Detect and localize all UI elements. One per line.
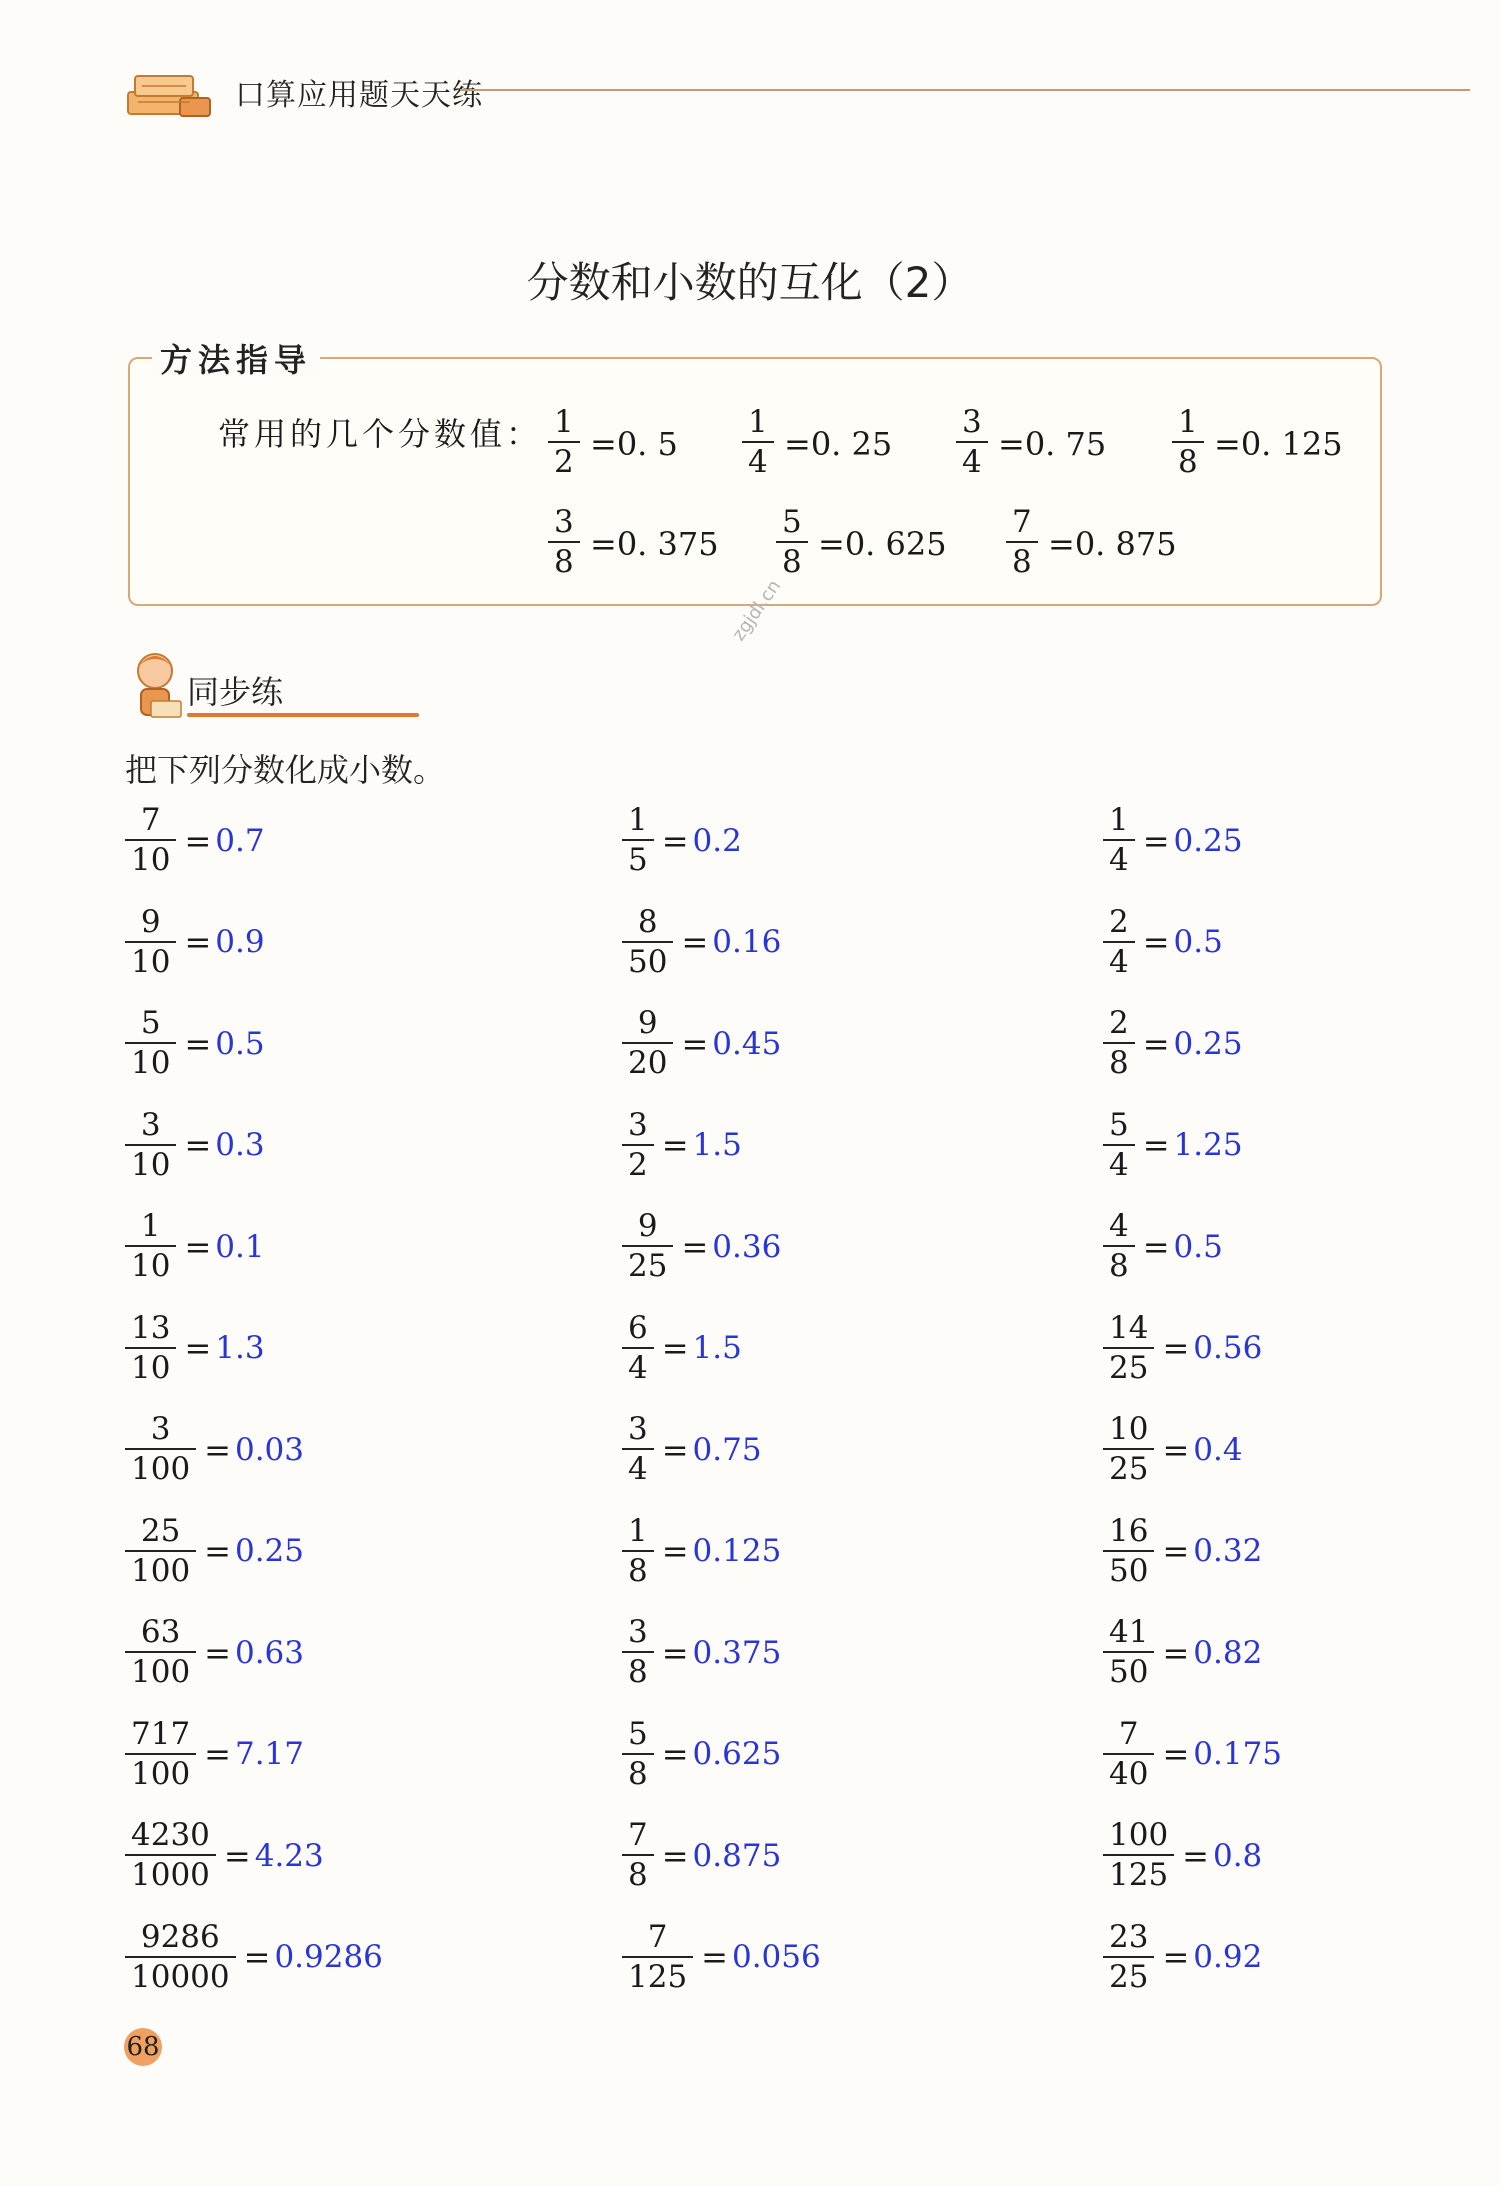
handwritten-answer[interactable]: 7.17: [234, 1736, 305, 1772]
equals-sign: =: [1142, 923, 1170, 961]
student-icon: [125, 645, 187, 725]
fraction-numerator: 25: [125, 1516, 196, 1552]
problem-item: [1103, 1411, 1243, 1494]
fraction-numerator: 7: [125, 805, 176, 841]
handwritten-answer[interactable]: 0.25: [1173, 1025, 1243, 1062]
problem-item: [125, 1411, 305, 1494]
fraction-numerator: 4: [1103, 1211, 1135, 1247]
problem-item: [1103, 802, 1243, 885]
fraction: [1103, 1106, 1135, 1183]
handwritten-answer[interactable]: 0.175: [1193, 1736, 1283, 1772]
handwritten-answer[interactable]: 0.8: [1212, 1837, 1263, 1874]
handwritten-answer[interactable]: 0.9286: [274, 1939, 383, 1975]
fraction-numerator: 1: [125, 1211, 176, 1247]
equals-sign: =: [1162, 1735, 1190, 1773]
fraction-denominator: 8: [1109, 1248, 1129, 1284]
fraction-denominator: 2: [554, 444, 574, 480]
equals-sign: =: [1142, 1227, 1170, 1266]
fraction-denominator: 50: [628, 943, 668, 980]
fraction: [548, 504, 580, 580]
fraction: [125, 1208, 176, 1284]
fraction: [622, 903, 673, 980]
problem-item: [1103, 1715, 1283, 1799]
fraction-numerator: 7: [1103, 1719, 1154, 1755]
problem-item: [125, 1715, 305, 1799]
fraction-denominator: 8: [1012, 544, 1032, 580]
page-number: 68: [124, 2028, 162, 2066]
handwritten-answer[interactable]: 0.32: [1193, 1533, 1263, 1569]
fraction-value: =0. 25: [784, 425, 893, 463]
fraction: [125, 1309, 176, 1386]
problem-item: [1103, 903, 1223, 987]
fraction-numerator: 1: [1172, 407, 1204, 443]
fraction: [125, 1614, 196, 1690]
handwritten-answer[interactable]: 0.92: [1193, 1939, 1263, 1975]
fraction-denominator: 100: [131, 1552, 191, 1589]
section-heading: [125, 645, 325, 725]
equals-sign: =: [184, 1024, 212, 1063]
fraction-denominator: 10: [131, 1146, 171, 1183]
fraction: [1103, 1309, 1154, 1386]
method-guide-box: [128, 341, 1382, 606]
equals-sign: =: [681, 1227, 709, 1266]
handwritten-answer[interactable]: 0.9: [215, 924, 265, 960]
equals-sign: =: [184, 1227, 212, 1266]
fraction-numerator: 1: [622, 1516, 654, 1552]
fraction-numerator: 9286: [125, 1922, 236, 1958]
fraction-denominator: 10: [131, 1349, 171, 1386]
problem-item: [125, 1614, 305, 1697]
fraction: [622, 1309, 654, 1386]
handwritten-answer[interactable]: 1.3: [215, 1330, 265, 1366]
fraction-value: =0. 125: [1214, 425, 1343, 463]
handwritten-answer[interactable]: 1.5: [692, 1330, 742, 1366]
fraction-denominator: 20: [628, 1045, 668, 1081]
problem-item: [622, 1005, 782, 1088]
fraction-numerator: 5: [622, 1719, 654, 1755]
fraction-denominator: 8: [1109, 1045, 1129, 1081]
fraction-denominator: 4: [628, 1451, 648, 1487]
problem-item: [125, 1208, 265, 1291]
fraction-numerator: 3: [622, 1110, 654, 1146]
fraction-denominator: 40: [1109, 1755, 1149, 1792]
fraction-numerator: 2: [1103, 907, 1135, 943]
equals-sign: =: [661, 1735, 689, 1773]
equals-sign: =: [1142, 1024, 1170, 1063]
handwritten-answer[interactable]: 0.36: [712, 1228, 782, 1265]
fraction: [125, 802, 176, 878]
fraction-numerator: 23: [1103, 1922, 1154, 1958]
fraction: [622, 1817, 654, 1893]
fraction-denominator: 125: [1109, 1857, 1169, 1893]
problem-item: [125, 1309, 265, 1393]
fraction: [125, 1918, 236, 1995]
problem-item: [1103, 1614, 1263, 1697]
fraction: [125, 1106, 176, 1183]
fraction-numerator: 8: [622, 907, 673, 943]
fraction-numerator: 1: [1103, 805, 1135, 841]
section-title: 同步练: [187, 673, 284, 711]
equals-sign: =: [184, 1126, 212, 1164]
handwritten-answer[interactable]: 0.82: [1193, 1634, 1263, 1671]
handwritten-answer[interactable]: 0.3: [215, 1127, 265, 1163]
equals-sign: =: [661, 1532, 689, 1570]
fraction-numerator: 3: [125, 1414, 196, 1450]
fraction-denominator: 2: [628, 1146, 648, 1183]
fraction: [125, 1005, 176, 1081]
equals-sign: =: [1162, 1430, 1190, 1469]
equals-sign: =: [1142, 1126, 1170, 1164]
fraction: [125, 903, 176, 980]
problem-item: [622, 1512, 782, 1596]
fraction-denominator: 100: [131, 1654, 191, 1690]
handwritten-answer[interactable]: 0.16: [712, 924, 782, 960]
fraction: [956, 404, 988, 480]
fraction-numerator: 5: [1103, 1110, 1135, 1146]
equals-sign: =: [701, 1938, 728, 1976]
problem-item: [125, 1005, 265, 1088]
fraction-numerator: 9: [125, 907, 176, 943]
fraction-numerator: 13: [125, 1313, 176, 1349]
fraction: [125, 1715, 196, 1792]
equals-sign: =: [661, 1430, 689, 1469]
problem-item: [622, 1918, 821, 2002]
problem-item: [622, 1208, 782, 1291]
problem-item: [1103, 1106, 1243, 1190]
equals-sign: =: [204, 1735, 231, 1773]
problem-item: [622, 1411, 762, 1494]
fraction-denominator: 8: [782, 544, 802, 580]
fraction-denominator: 4: [748, 444, 768, 480]
problem-item: [125, 1512, 305, 1596]
fraction: [622, 1512, 654, 1589]
fraction: [622, 1918, 693, 1995]
handwritten-answer[interactable]: 1.25: [1173, 1127, 1243, 1163]
fraction: [125, 1411, 196, 1487]
equals-sign: =: [681, 1024, 709, 1063]
equals-sign: =: [204, 1532, 231, 1570]
handwritten-answer[interactable]: 0.875: [692, 1837, 782, 1874]
handwritten-answer[interactable]: 0.2: [692, 822, 742, 859]
method-intro-text: 常用的几个分数值：: [218, 415, 543, 453]
problem-item: [622, 1817, 782, 1900]
books-icon: [120, 62, 220, 132]
fraction: [548, 404, 580, 480]
handwritten-answer[interactable]: 1.5: [692, 1127, 742, 1163]
fraction-denominator: 5: [628, 842, 648, 878]
fraction-denominator: 8: [1178, 444, 1198, 480]
fraction-value: =0. 5: [590, 425, 678, 463]
equals-sign: =: [184, 1329, 212, 1367]
fraction: [622, 1715, 654, 1792]
fraction-numerator: 3: [548, 507, 580, 543]
fraction-denominator: 4: [1109, 1146, 1129, 1183]
handwritten-answer[interactable]: 0.7: [215, 822, 265, 859]
handwritten-answer[interactable]: 0.5: [1173, 924, 1223, 960]
fraction-numerator: 3: [622, 1617, 654, 1653]
equals-sign: =: [681, 923, 709, 961]
fraction: [1103, 1614, 1154, 1690]
fraction: [1103, 1715, 1154, 1792]
equals-sign: =: [184, 923, 212, 961]
fraction-value: =0. 75: [998, 425, 1107, 463]
fraction-numerator: 3: [125, 1110, 176, 1146]
fraction: [776, 504, 808, 580]
fraction-value: =0. 625: [818, 525, 947, 563]
problem-item: [1103, 1208, 1223, 1291]
fraction: [622, 1005, 673, 1081]
handwritten-answer[interactable]: 0.5: [1173, 1228, 1223, 1265]
fraction: [1103, 1208, 1135, 1284]
fraction-numerator: 3: [956, 407, 988, 443]
fraction-numerator: 1: [622, 805, 654, 841]
book-title: 口算应用题天天练: [235, 78, 483, 113]
fraction-numerator: 14: [1103, 1313, 1154, 1349]
header-divider: [460, 89, 1470, 91]
equals-sign: =: [184, 821, 212, 860]
fraction-denominator: 50: [1109, 1552, 1149, 1589]
handwritten-answer[interactable]: 0.25: [1173, 822, 1243, 859]
fraction-denominator: 125: [628, 1958, 688, 1995]
handwritten-answer[interactable]: 0.56: [1193, 1330, 1263, 1366]
equals-sign: =: [661, 1836, 689, 1875]
fraction-numerator: 7: [622, 1922, 693, 1958]
problem-item: [1103, 1918, 1263, 2002]
handwritten-answer[interactable]: 0.03: [234, 1431, 305, 1468]
fraction-numerator: 5: [125, 1008, 176, 1044]
fraction-denominator: 25: [1109, 1451, 1149, 1487]
fraction-denominator: 4: [1109, 842, 1129, 878]
handwritten-answer[interactable]: 0.1: [215, 1228, 265, 1265]
fraction: [1172, 404, 1204, 480]
handwritten-answer[interactable]: 0.056: [731, 1939, 821, 1975]
fraction: [1103, 1005, 1135, 1081]
lesson-title: 分数和小数的互化（2）: [526, 258, 974, 307]
fraction-numerator: 6: [622, 1313, 654, 1349]
fraction-denominator: 8: [628, 1755, 648, 1792]
problem-item: [622, 1715, 782, 1799]
problem-item: [125, 1918, 383, 2002]
fraction-numerator: 9: [622, 1008, 673, 1044]
fraction-numerator: 7: [1006, 507, 1038, 543]
handwritten-answer[interactable]: 0.63: [234, 1634, 305, 1671]
handwritten-answer[interactable]: 0.625: [692, 1736, 782, 1772]
fraction-denominator: 25: [1109, 1958, 1149, 1995]
equals-sign: =: [1162, 1329, 1190, 1367]
fraction-numerator: 1: [742, 407, 774, 443]
problem-item: [622, 1309, 742, 1393]
equals-sign: =: [223, 1836, 251, 1875]
fraction-numerator: 10: [1103, 1414, 1154, 1450]
fraction-numerator: 3: [622, 1414, 654, 1450]
problem-item: [1103, 1817, 1263, 1900]
fraction-numerator: 1: [548, 407, 580, 443]
fraction-denominator: 50: [1109, 1654, 1149, 1690]
equals-sign: =: [661, 1329, 689, 1367]
equals-sign: =: [661, 821, 689, 860]
fraction-denominator: 8: [628, 1857, 648, 1893]
equals-sign: =: [661, 1126, 689, 1164]
fraction: [622, 1106, 654, 1183]
handwritten-answer[interactable]: 0.75: [692, 1431, 762, 1468]
fraction: [1103, 1817, 1174, 1893]
problem-item: [125, 903, 265, 987]
fraction-denominator: 25: [1109, 1349, 1149, 1386]
problem-item: [622, 903, 782, 987]
fraction-denominator: 10: [131, 1248, 171, 1284]
fraction-denominator: 4: [628, 1349, 648, 1386]
handwritten-answer[interactable]: 0.45: [712, 1025, 782, 1062]
fraction: [1103, 1411, 1154, 1487]
fraction: [125, 1817, 216, 1893]
fraction-denominator: 4: [962, 444, 982, 480]
handwritten-answer[interactable]: 0.25: [234, 1533, 305, 1569]
fraction: [1103, 1918, 1154, 1995]
problem-item: [1103, 1005, 1243, 1088]
fraction-numerator: 41: [1103, 1617, 1154, 1653]
handwritten-answer[interactable]: 0.5: [215, 1025, 265, 1062]
fraction-denominator: 10: [131, 943, 171, 980]
fraction: [622, 802, 654, 878]
fraction-denominator: 8: [628, 1654, 648, 1690]
problem-item: [1103, 1309, 1263, 1393]
page-header: [120, 62, 1470, 112]
handwritten-answer[interactable]: 4.23: [254, 1837, 324, 1874]
equals-sign: =: [1162, 1532, 1190, 1570]
fraction-numerator: 4230: [125, 1820, 216, 1856]
problem-item: [125, 802, 265, 885]
problem-item: [1103, 1512, 1263, 1596]
fraction: [622, 1208, 673, 1284]
equals-sign: =: [1162, 1938, 1190, 1976]
fraction-denominator: 1000: [131, 1857, 210, 1893]
fraction-denominator: 10000: [131, 1958, 230, 1995]
fraction-denominator: 4: [1109, 943, 1129, 980]
fraction-denominator: 25: [628, 1248, 668, 1284]
fraction-denominator: 10: [131, 842, 171, 878]
fraction-denominator: 10: [131, 1045, 171, 1081]
problem-item: [125, 1817, 324, 1900]
fraction-numerator: 16: [1103, 1516, 1154, 1552]
exercise-instruction: 把下列分数化成小数。: [125, 751, 446, 789]
fraction-denominator: 100: [131, 1451, 191, 1487]
equals-sign: =: [204, 1430, 231, 1469]
fraction-numerator: 2: [1103, 1008, 1135, 1044]
fraction: [1006, 504, 1038, 580]
fraction-numerator: 63: [125, 1617, 196, 1653]
fraction: [742, 404, 774, 480]
fraction-numerator: 5: [776, 507, 808, 543]
fraction-value: =0. 875: [1048, 525, 1177, 563]
method-guide-label: 方法指导: [152, 335, 320, 381]
fraction: [125, 1512, 196, 1589]
fraction-denominator: 8: [628, 1552, 648, 1589]
fraction-value: =0. 375: [590, 525, 719, 563]
equals-sign: =: [1182, 1836, 1209, 1875]
fraction-numerator: 100: [1103, 1820, 1174, 1856]
fraction: [1103, 903, 1135, 980]
section-underline: [187, 713, 419, 717]
equals-sign: =: [661, 1633, 689, 1672]
handwritten-answer[interactable]: 0.125: [692, 1533, 782, 1569]
equals-sign: =: [243, 1938, 271, 1976]
problem-item: [622, 1614, 782, 1697]
fraction-numerator: 717: [125, 1719, 196, 1755]
watermark: zgjdl.cn: [728, 576, 786, 645]
problem-item: [622, 802, 742, 885]
handwritten-answer[interactable]: 0.4: [1193, 1431, 1243, 1468]
fraction-denominator: 100: [131, 1755, 191, 1792]
problem-item: [622, 1106, 742, 1190]
equals-sign: =: [1142, 821, 1170, 860]
fraction: [1103, 1512, 1154, 1589]
equals-sign: =: [204, 1633, 231, 1672]
fraction: [622, 1614, 654, 1690]
fraction-numerator: 9: [622, 1211, 673, 1247]
fraction-numerator: 7: [622, 1820, 654, 1856]
equals-sign: =: [1162, 1633, 1190, 1672]
handwritten-answer[interactable]: 0.375: [692, 1634, 782, 1671]
fraction: [1103, 802, 1135, 878]
problem-item: [125, 1106, 265, 1190]
fraction-denominator: 8: [554, 544, 574, 580]
fraction: [622, 1411, 654, 1487]
